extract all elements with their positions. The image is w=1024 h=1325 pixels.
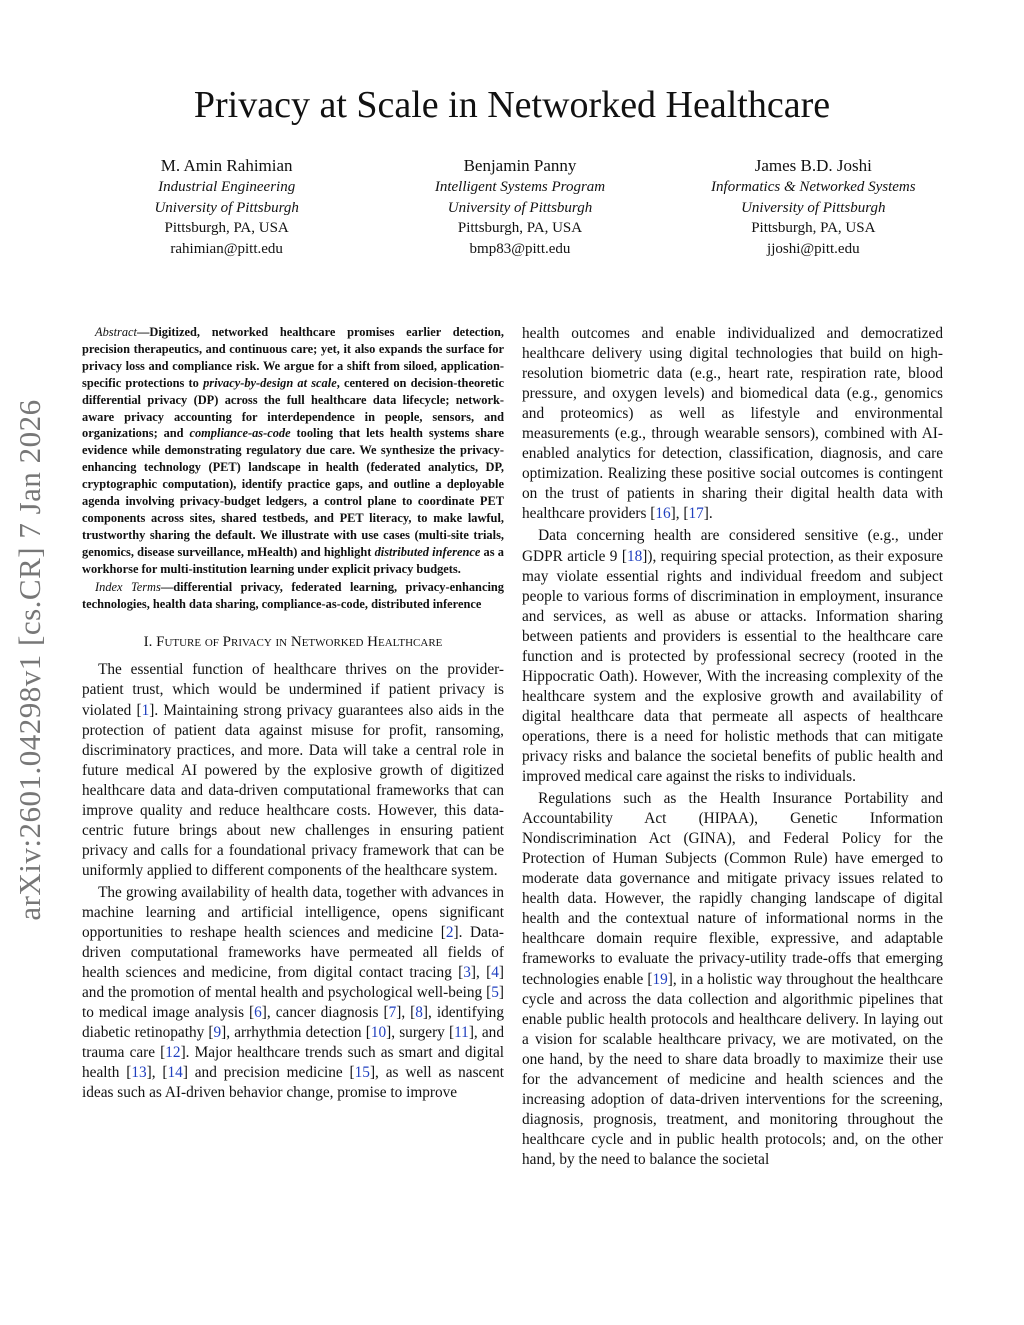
right-column (522, 324, 943, 1170)
body-paragraph: The growing availability of health data, together with advances in machine learning and artificial intelligence, opens significant opportunities to reshape health sciences and medicine [2]. Data-driven computational frameworks have permeated all fields of health sciences and medicine, from digital contact tracing [3], [4] and the promotion of mental health and psychological well-being [5] to medical image analysis [6], cancer diagnosis [7], [8], identifying diabetic retinopathy [9], arrhythmia detection [10], surgery [11], and trauma care [12]. Major healthcare trends such as smart and digital health [13], [14] and precision medicine [15], as well as nascent ideas such as AI-driven behavior change, promise to improve (82, 883, 504, 1102)
citation-link[interactable]: 9 (213, 1024, 222, 1042)
citation-link[interactable]: 1 (141, 701, 150, 719)
author-department: Informatics & Networked Systems (711, 179, 916, 195)
citation-link[interactable]: 7 (388, 1004, 397, 1022)
body-paragraph: Data concerning health are considered sensitive (e.g., under GDPR article 9 [18]), requiring special protection, as their exposure may violate essential rights and individual freedom and subject people to various forms of discrimination in employment, insurance and services, as well as abuse or attacks. Information sharing between patients and providers is essential to the healthcare care function and is protected by professional secrecy (rooted in the Hippocratic Oath). However, With the increasing complexity of the healthcare system and the explosive growth and availability of digital healthcare data that permeate all aspects of healthcare operations, there is a need for holistic methods that can mitigate privacy risks and balance the societal benefits of public health and improved medical care against the risks to individuals. (522, 527, 943, 786)
author-name: Benjamin Panny (463, 156, 577, 175)
citation-link[interactable]: 11 (454, 1024, 469, 1042)
citation-link[interactable]: 12 (165, 1044, 181, 1062)
section-number: I. (143, 634, 157, 651)
author-university: University of Pittsburgh (447, 199, 593, 216)
author-email[interactable]: bmp83@pitt.edu (469, 240, 571, 257)
citation-link[interactable]: 10 (370, 1024, 387, 1042)
abstract-label: Abstract (95, 325, 138, 339)
arxiv-stamp-text: arXiv:2601.04298v1 [cs.CR] 7 Jan 2026 (12, 399, 47, 921)
citation-link[interactable]: 17 (688, 505, 704, 523)
author-university: University of Pittsburgh (741, 199, 886, 216)
abstract-text: tooling that lets health systems share evidence while demonstrating regulatory due care. We synthesize the privacy-enhancing technology (PET) landscape in health (federated analytics, DP, cryptographic computation), identify practice gaps, and outline a deployable agenda involving privacy-budget ledgers, a control plane to coordinate PET components across sites, shared testbeds, and PET literacy, to make lawful, trustworthy sharing the default. We illustrate with use cases (multi-site trials, genomics, disease surveillance, mHealth) and highlight (82, 426, 504, 559)
index-terms-text: —differential privacy, federated learning, privacy-enhancing technologies, health data sharing, compliance-as-code, distributed inference (82, 579, 504, 611)
citation-link[interactable]: 5 (491, 984, 499, 1002)
author-email[interactable]: rahimian@pitt.edu (170, 240, 283, 257)
paper-title: Privacy at Scale in Networked Healthcare (193, 84, 831, 126)
body-paragraph: health outcomes and enable individualized and democratized healthcare delivery using digital technologies that build on high-resolution biometric data (e.g., heart rate, respiration rate, blood pressure, and oxygen levels) and biomedical data (e.g., genomics and proteomics) as well as lifestyle and environmental measurements (e.g., through wearable sensors), combined with AI-enabled analytics for detection, classification, diagnosis, and care optimization. Realizing these positive social outcomes is contingent on the trust of patients in sharing their digital health data with healthcare providers [16], [17]. (522, 325, 943, 523)
citation-link[interactable]: 3 (463, 964, 471, 982)
author-department: Industrial Engineering (158, 179, 296, 195)
abstract-text: as a workhorse for multi-institution learning under explicit privacy budgets. (82, 544, 504, 576)
abstract-emphasis: compliance-as-code (189, 426, 291, 441)
citation-link[interactable]: 13 (131, 1064, 147, 1082)
abstract-emphasis: privacy-by-design at scale (203, 375, 337, 390)
index-terms-label: Index Terms (95, 579, 161, 594)
abstract-text: —Digitized, networked healthcare promises earlier detection, precision therapeutics, and continuous care; yet, it also expands the surface for privacy loss and compliance risk. We argue for a shift from siloed, application-specific protections to (82, 325, 504, 390)
citation-link[interactable]: 19 (652, 970, 668, 988)
author-3 (667, 155, 960, 259)
citation-link[interactable]: 16 (655, 505, 671, 523)
arxiv-identifier-stamp (10, 380, 50, 940)
citation-link[interactable]: 2 (445, 924, 454, 942)
author-location: Pittsburgh, PA, USA (751, 220, 876, 236)
author-department: Intelligent Systems Program (434, 179, 606, 195)
author-university: University of Pittsburgh (154, 199, 299, 216)
left-column (82, 324, 504, 1103)
body-paragraph: The essential function of healthcare thrives on the provider-patient trust, which would be undermined if patient privacy is violated [1]. Maintaining strong privacy guarantees also aids in the protection of patient data against misuse for profit, ransoming, discriminatory practices, and more. Data will take a central role in future medical AI powered by the explosive growth of digitized healthcare data and data-driven computational frameworks that can improve quality and reduce healthcare costs. However, this data-centric future brings about new challenges in ensuring patient privacy and calls for a foundational privacy framework that can be uniformly applied to different components of the healthcare system. (82, 661, 504, 879)
index-terms (82, 579, 504, 613)
author-name: M. Amin Rahimian (160, 156, 293, 175)
citation-link[interactable]: 15 (354, 1064, 370, 1082)
section-heading (82, 632, 504, 652)
citation-link[interactable]: 4 (491, 964, 499, 982)
citation-link[interactable]: 8 (415, 1004, 423, 1022)
citation-link[interactable]: 18 (626, 547, 643, 565)
author-email[interactable]: jjoshi@pitt.edu (767, 240, 860, 257)
body-paragraph: Regulations such as the Health Insurance Portability and Accountability Act (HIPAA), Genetic Information Nondiscrimination Act (GINA), and Federal Policy for the Protection of Human Subjects (Common Rule) have emerged to moderate data governance and mitigate privacy issues related to health data. However, the rapidly changing landscape of digital health and the contextual nature of informational norms in the healthcare domain require flexible, expressive, and adaptable frameworks to evaluate the privacy-utility trade-offs that emerging technologies enable [19], in a holistic way throughout the healthcare cycle and across the data collection and algorithmic pipelines that enable public health protocols and healthcare delivery. In laying out a vision for scalable healthcare privacy, we are motivated, on the one hand, by the need to share data broadly to maximize their use for the advancement of medicine and health sciences and the increasing adoption of data-driven interventions for the screening, diagnosis, prognosis, treatment, and monitoring throughout the healthcare cycle and in public health protocols; and, on the other hand, by the need to balance the societal (522, 790, 943, 1168)
author-location: Pittsburgh, PA, USA (457, 220, 583, 236)
author-block (80, 155, 960, 259)
author-name: James B.D. Joshi (754, 156, 872, 175)
author-2 (373, 155, 666, 259)
citation-link[interactable]: 14 (167, 1064, 183, 1082)
section-title: Future of Privacy in Networked Healthcare (156, 634, 443, 651)
author-location: Pittsburgh, PA, USA (164, 220, 289, 236)
abstract (82, 324, 504, 578)
author-1 (80, 155, 373, 259)
abstract-text: , centered on decision-theoretic differential privacy (DP) across the full healthcare data lifecycle; network-aware privacy accounting for interdependence in people, sensors, and organizations; and (82, 375, 504, 441)
abstract-emphasis: distributed inference (374, 544, 481, 559)
citation-link[interactable]: 6 (254, 1004, 262, 1022)
